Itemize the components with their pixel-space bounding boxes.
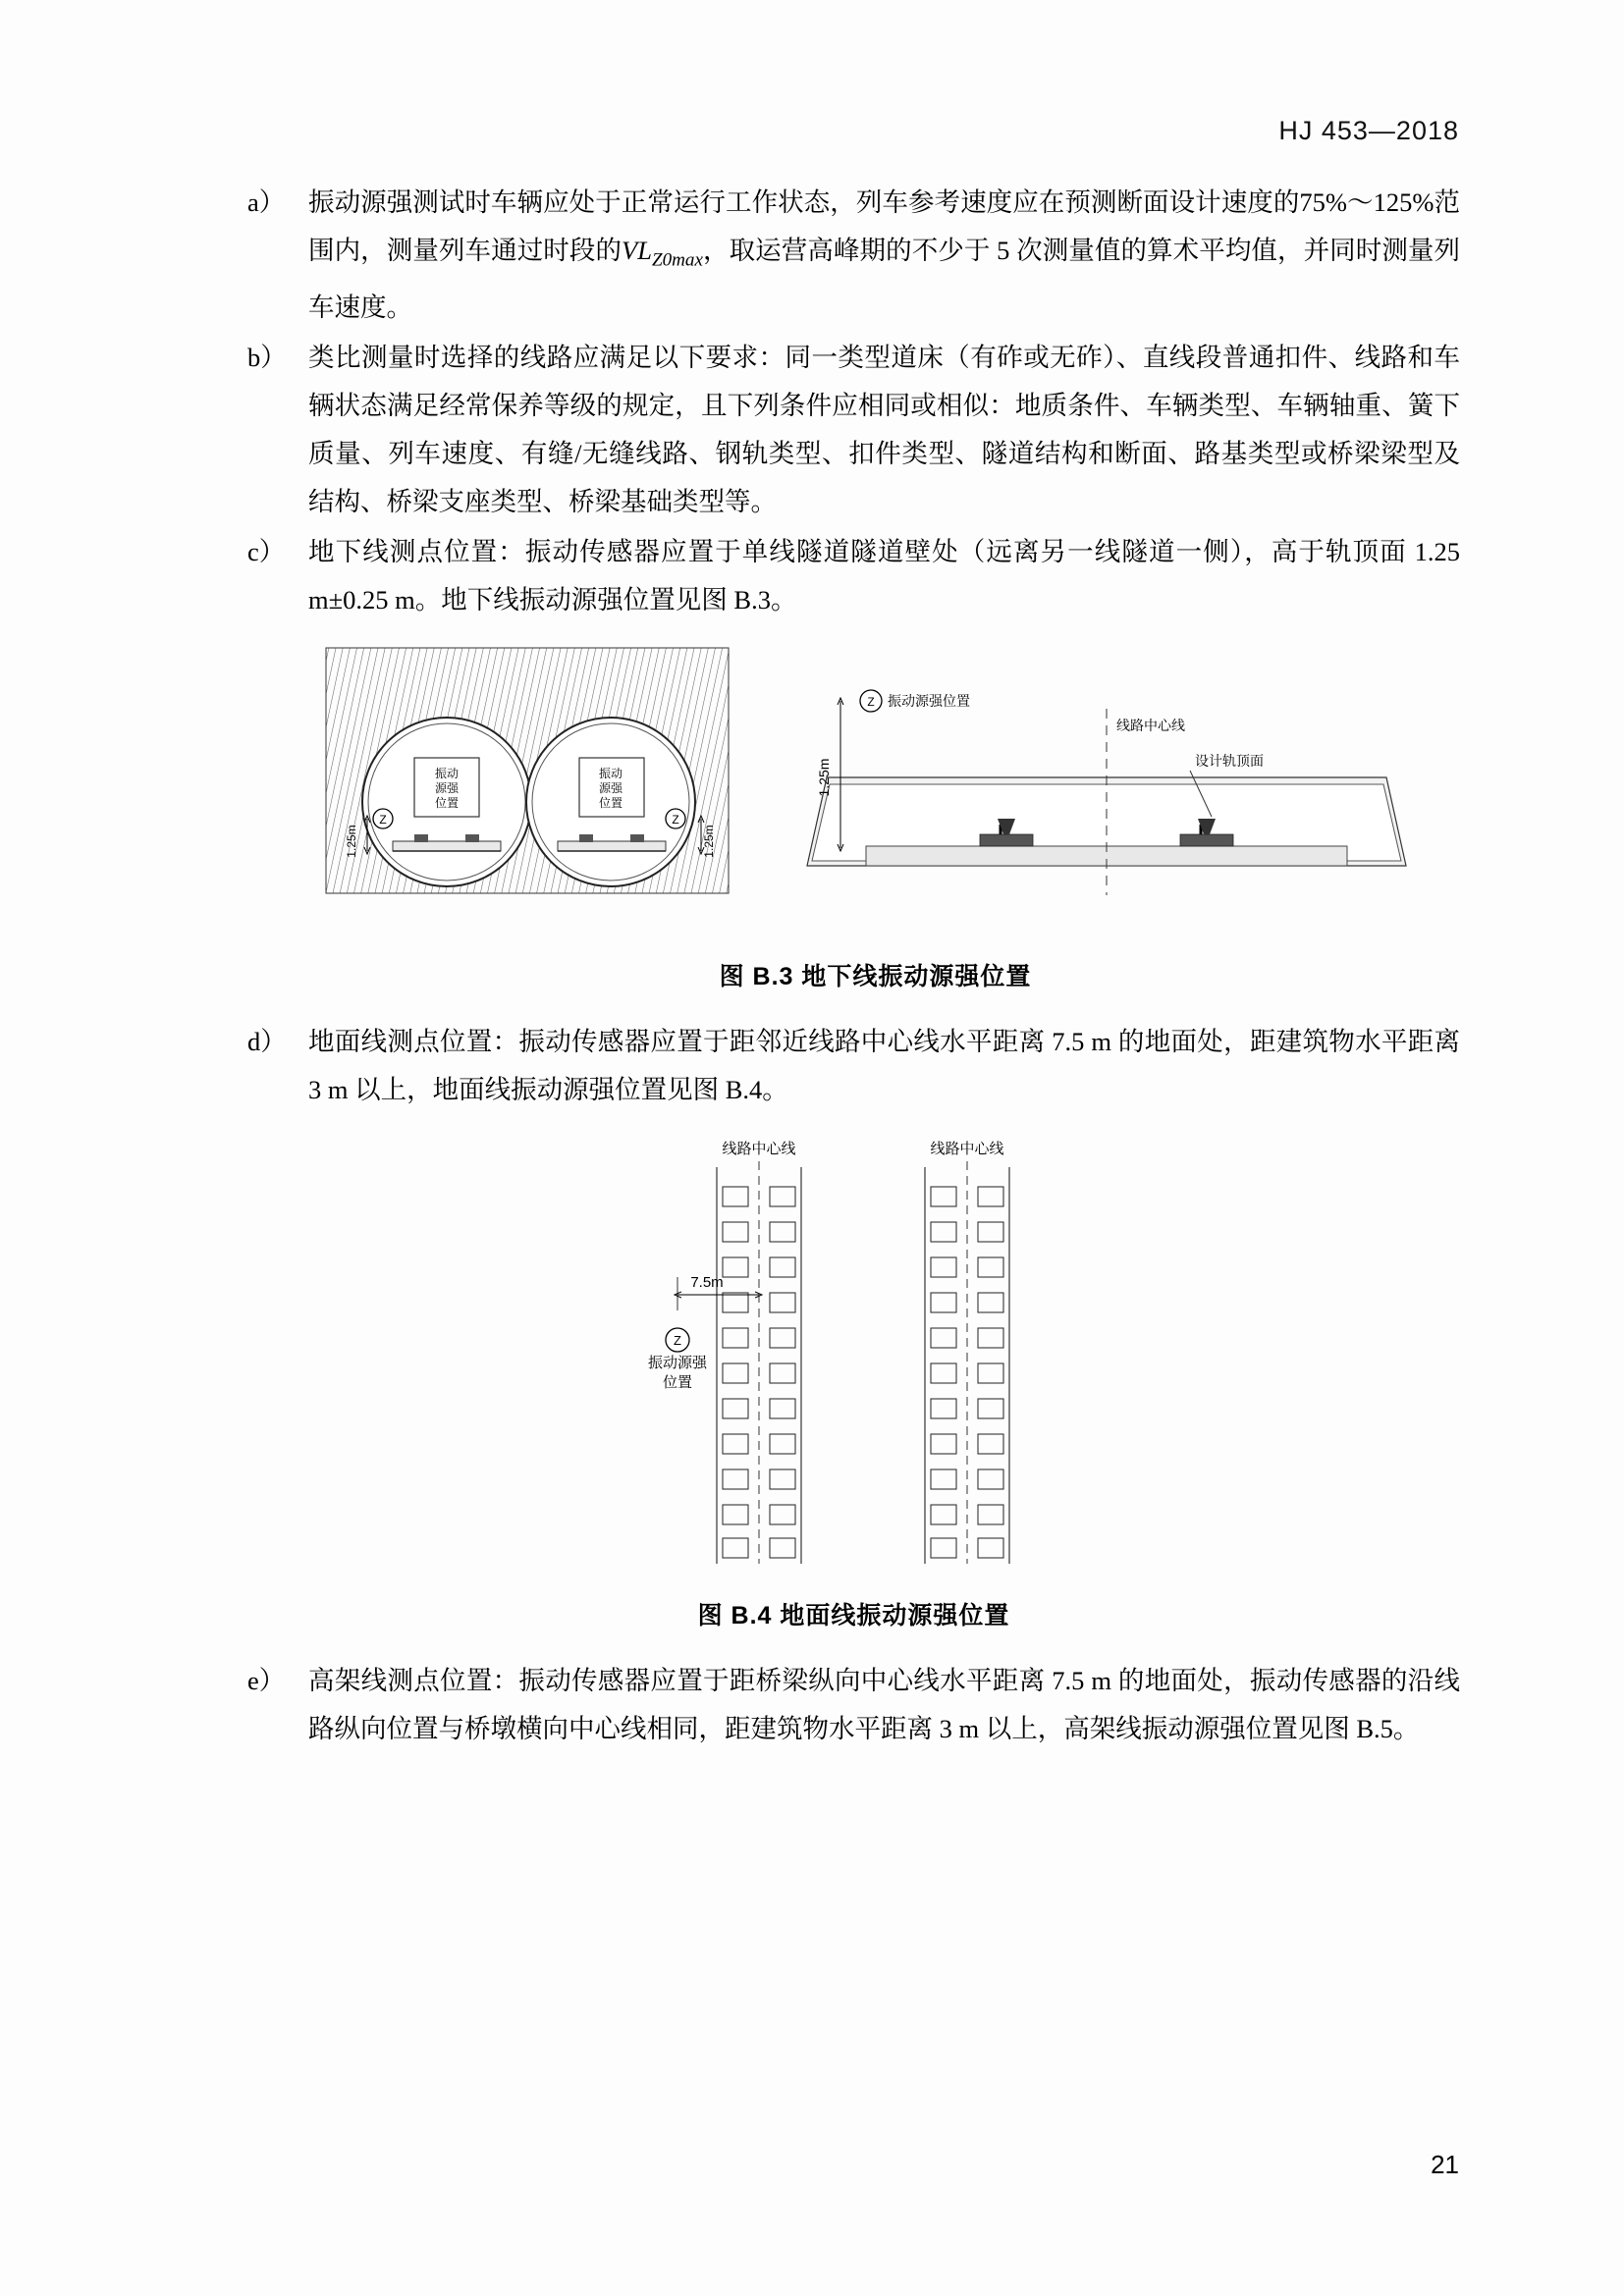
- paragraph-a-text-2: ，取运营高峰期的不少于 5 次测量值的算术平均值，并同时测量列车速度。: [308, 236, 1461, 323]
- paragraph-d-body: 地面线测点位置：振动传感器应置于距邻近线路中心线水平距离 7.5 m 的地面处，距建筑物水平距离 3 m 以上，地面线振动源强位置见图 B.4。: [308, 1027, 1460, 1105]
- label-distance-7-5m: 7.5m: [689, 1274, 724, 1292]
- label-center-line: 线路中心线: [1115, 718, 1185, 734]
- page-number: 21: [1431, 2150, 1459, 2179]
- paragraph-d: [247, 1018, 1460, 1114]
- paragraph-a-text-1: 振动源强测试时车辆应处于正常运行工作状态，列车参考速度应在预测断面设计速度的75%～125%范围内，测量列车通过时段的: [308, 187, 1460, 265]
- formula-vl: VL: [622, 236, 652, 265]
- figure-b4: [247, 1132, 1460, 1631]
- paragraph-b-body: 类比测量时选择的线路应满足以下要求：同一类型道床（有砟或无砟）、直线段普通扣件、线路和车辆状态满足经常保养等级的规定，且下列条件应相同或相似：地质条件、车辆类型、车辆轴重、簧下质量、列车速度、有缝/无缝线路、钢轨类型、扣件类型、隧道结构和断面、路基类型或桥梁梁型及结构、桥梁支座类型、桥梁基础类型等。: [308, 343, 1460, 517]
- figure-b3: [291, 640, 1460, 992]
- label-height-left: 1.25m: [344, 825, 358, 858]
- label-height-section: 1.25m: [815, 758, 832, 797]
- figure-b3-left-view: [326, 648, 729, 893]
- label-height-right: 1.25m: [701, 825, 716, 858]
- label-source-line2: 位置: [662, 1374, 692, 1392]
- label-source-line1: 振动源强: [647, 1355, 707, 1372]
- label-right-tunnel-line3: 位置: [598, 796, 623, 811]
- page-header: HJ 453—2018: [1278, 116, 1459, 145]
- formula-vl-subscript: Z0max: [651, 249, 703, 271]
- paragraph-a: [247, 179, 1460, 332]
- page-content: [247, 179, 1460, 1755]
- list-marker-a: a）: [247, 187, 286, 217]
- track-corridor-left: [717, 1161, 801, 1564]
- list-marker-e: e）: [247, 1666, 286, 1696]
- label-rail-top: 设计轨顶面: [1194, 753, 1264, 770]
- figure-b4-caption: 图 B.4 地面线振动源强位置: [697, 1602, 1010, 1630]
- list-marker-d: d）: [247, 1027, 287, 1057]
- sensor-marker-b4-label: Z: [673, 1333, 681, 1349]
- list-marker-c: c）: [247, 537, 286, 567]
- paragraph-b: [247, 334, 1460, 526]
- figure-b4-drawing: [579, 1132, 1129, 1574]
- paragraph-e-body: 高架线测点位置：振动传感器应置于距桥梁纵向中心线水平距离 7.5 m 的地面处，振动传感器的沿线路纵向位置与桥墩横向中心线相同，距建筑物水平距离 3 m 以上，高架线振动源强位置见图 B.5。: [308, 1666, 1460, 1744]
- list-marker-b: b）: [247, 343, 287, 373]
- label-left-tunnel-line1: 振动: [434, 767, 459, 781]
- paragraph-c-body: 地下线测点位置：振动传感器应置于单线隧道隧道壁处（远离另一线隧道一侧），高于轨顶面 1.25 m±0.25 m。地下线振动源强位置见图 B.3。: [308, 537, 1460, 615]
- sensor-marker-left-label: Z: [378, 813, 387, 828]
- track-corridor-right: [925, 1161, 1009, 1564]
- sensor-marker-right-label: Z: [671, 813, 679, 828]
- label-left-tunnel-line2: 源强: [434, 781, 459, 796]
- label-section-source: 振动源强位置: [887, 693, 970, 710]
- label-right-tunnel-line1: 振动: [598, 767, 623, 781]
- paragraph-a-body: [308, 179, 1460, 332]
- figure-b3-section-view: [807, 690, 1406, 895]
- paragraph-e: [247, 1657, 1460, 1753]
- figure-b3-caption: 图 B.3 地下线振动源强位置: [719, 963, 1032, 991]
- paragraph-c: [247, 528, 1460, 624]
- label-center-line-left: 线路中心线: [721, 1141, 796, 1158]
- figure-b3-drawing: [316, 640, 1435, 934]
- label-center-line-right: 线路中心线: [929, 1141, 1004, 1158]
- sensor-marker-section-label: Z: [866, 695, 875, 710]
- label-right-tunnel-line2: 源强: [598, 781, 623, 796]
- label-left-tunnel-line3: 位置: [434, 796, 459, 811]
